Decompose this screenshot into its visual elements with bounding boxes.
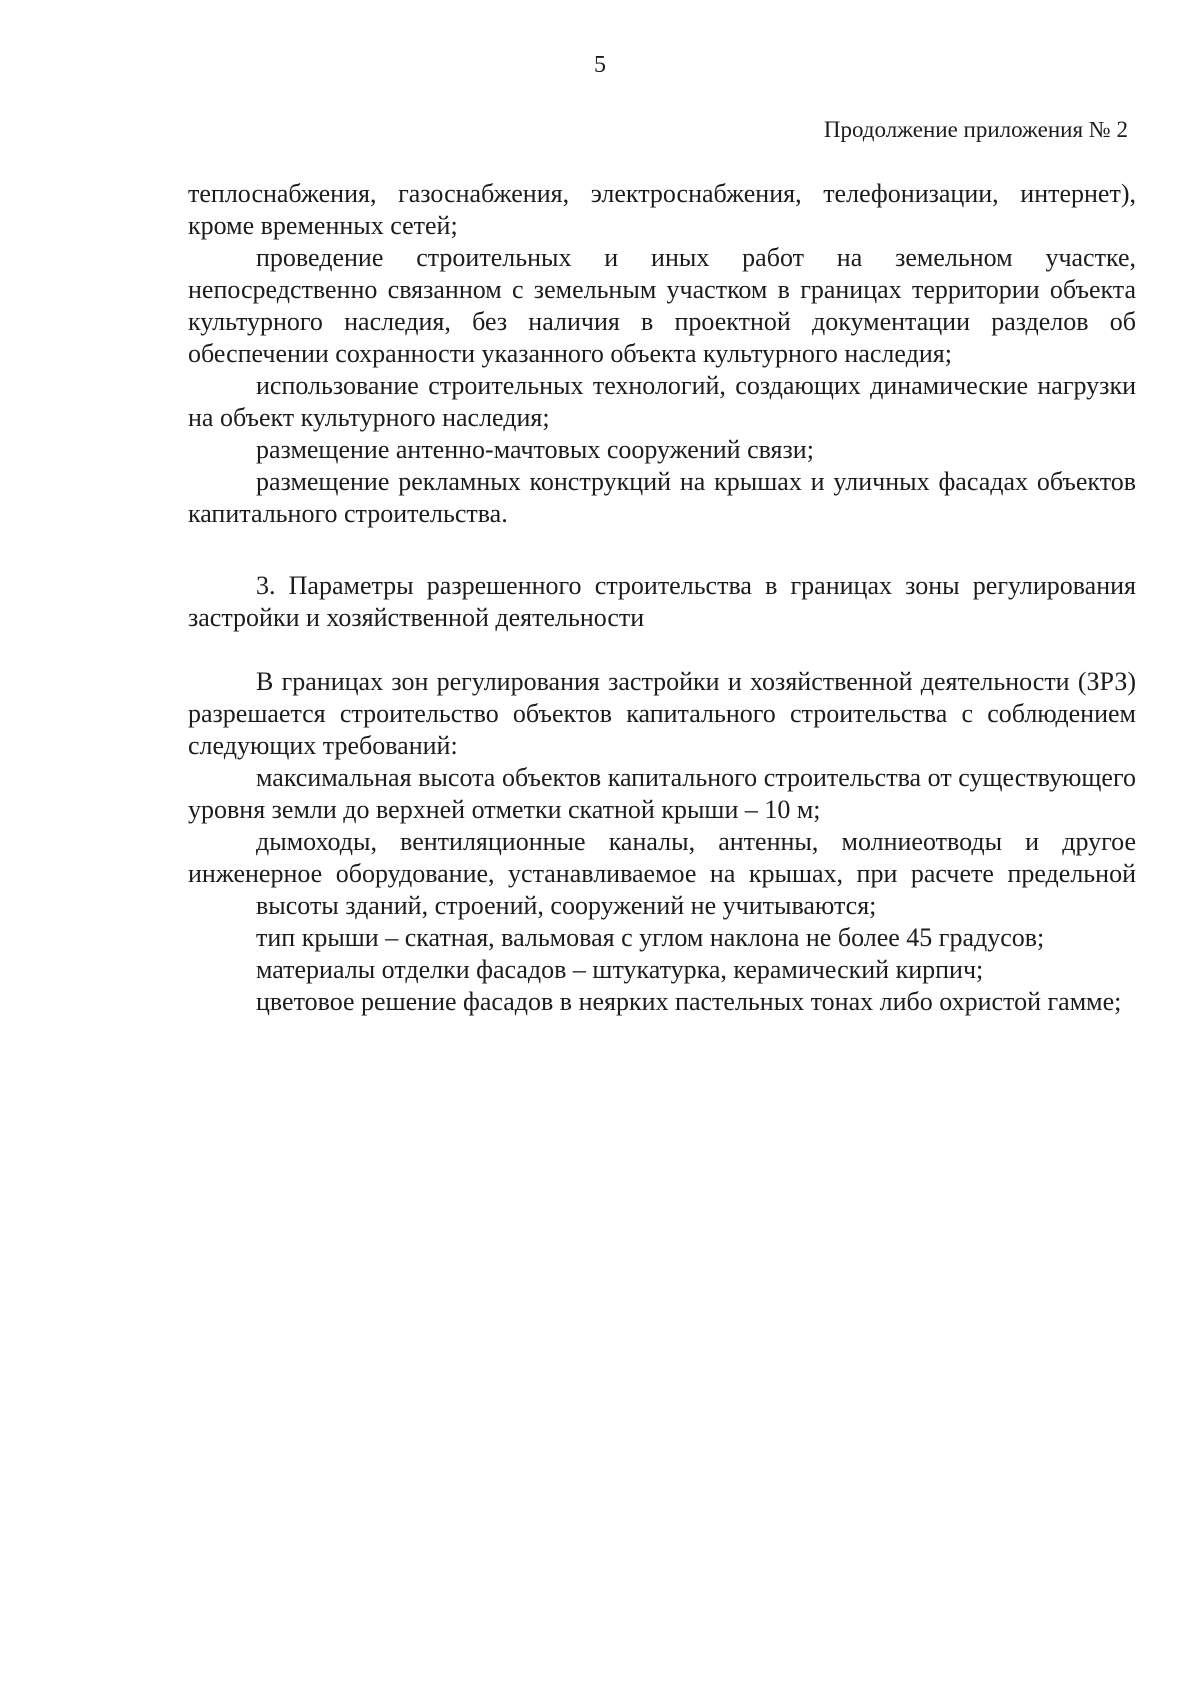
appendix-caption: Продолжение приложения № 2 [823,117,1128,142]
paragraph: материалы отделки фасадов – штукатурка, керамический кирпич; [256,955,984,984]
paragraph: тип крыши – скатная, вальмовая с углом наклона не более 45 градусов; [256,923,1045,952]
paragraph: теплоснабжения, газоснабжения, электроснабжения, телефонизации, интернет), кроме временных сетей; [188,179,1136,240]
page-number: 5 [594,52,606,78]
paragraph: высоты зданий, строений, сооружений не учитываются; [256,891,877,920]
paragraph: В границах зон регулирования застройки и хозяйственной деятельности (ЗРЗ) разрешается строительство объектов капитального строительства с соблюдением следующих требований: [188,667,1136,760]
section-heading: 3. Параметры разрешенного строительства в границах зоны регулирования застройки и хозяйственной деятельности [188,571,1136,632]
paragraph: дымоходы, вентиляционные каналы, антенны, молниеотводы и другое инженерное оборудование, устанавливаемое на крышах, при расчете предельной [188,827,1136,888]
paragraph: цветовое решение фасадов в неярких пастельных тонах либо охристой гамме; [256,987,1122,1016]
document-body [188,178,1136,1018]
paragraph: размещение антенно-мачтовых сооружений связи; [256,435,814,464]
paragraph: проведение строительных и иных работ на земельном участке, непосредственно связанном с земельным участком в границах территории объекта культурного наследия, без наличия в проектной документации разделов об обеспечении сохранности указанного объекта культурного наследия; [188,243,1136,368]
paragraph: максимальная высота объектов капитального строительства от существующего уровня земли до верхней отметки скатной крыши – 10 м; [188,763,1136,824]
paragraph: размещение рекламных конструкций на крышах и уличных фасадах объектов капитального строительства. [188,467,1136,528]
paragraph: использование строительных технологий, создающих динамические нагрузки на объект культурного наследия; [188,371,1136,432]
